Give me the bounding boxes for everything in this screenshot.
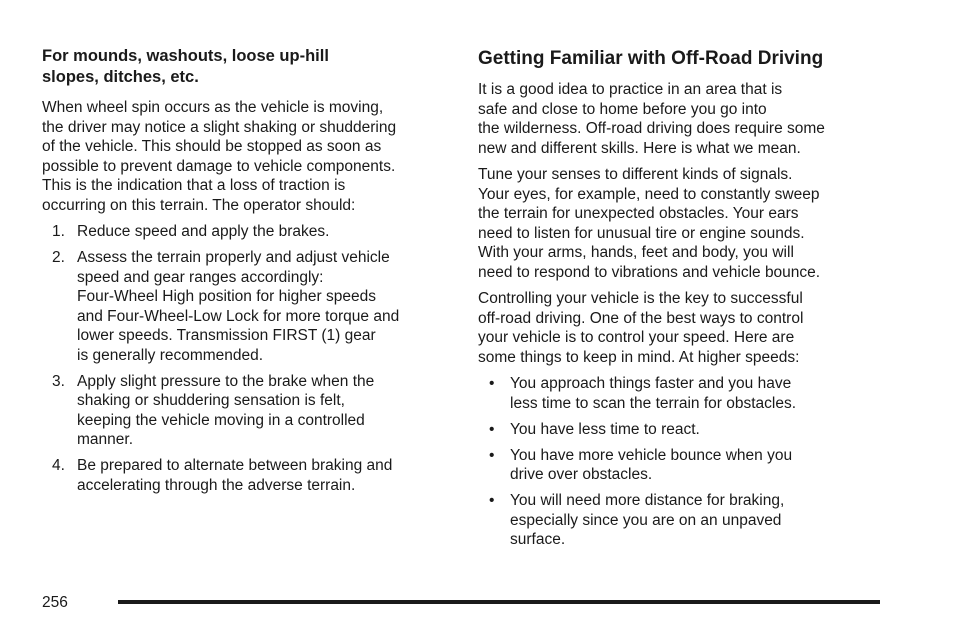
steps-list (42, 222, 447, 495)
step-item (42, 248, 447, 365)
text-line: Tune your senses to different kinds of signals. (478, 166, 793, 183)
text-line: especially since you are on an unpaved (510, 511, 782, 529)
step-item (42, 372, 447, 450)
text-line: safe and close to home before you go into (478, 100, 767, 118)
subheading-line: slopes, ditches, etc. (42, 68, 199, 86)
subheading-line: For mounds, washouts, loose up-hill (42, 47, 329, 65)
bullet-icon: • (489, 375, 495, 392)
right-column (478, 46, 888, 556)
bullet-list (478, 374, 888, 550)
text-line: occurring on this terrain. The operator should: (42, 196, 356, 214)
text-line: Reduce speed and apply the brakes. (77, 223, 330, 240)
bullet-icon: • (489, 420, 495, 438)
text-line: lower speeds. Transmission FIRST (1) gear (77, 327, 376, 344)
text-line: You approach things faster and you have (510, 375, 792, 392)
text-line: need to listen for unusual tire or engine sounds. (478, 224, 805, 242)
text-line: This is the indication that a loss of traction is (42, 177, 346, 194)
text-line: shaking or shuddering sensation is felt, (77, 392, 345, 409)
paragraph (478, 289, 888, 367)
text-line: speed and gear ranges accordingly: (77, 268, 324, 286)
text-line: keeping the vehicle moving in a controlled (77, 411, 365, 429)
step-number: 2. (52, 249, 65, 266)
text-line: When wheel spin occurs as the vehicle is moving, (42, 99, 384, 116)
text-line: It is a good idea to practice in an area that is (478, 81, 783, 98)
paragraph (478, 80, 888, 158)
text-line: new and different skills. Here is what we mean. (478, 139, 801, 157)
step-item (42, 456, 447, 495)
text-line: drive over obstacles. (510, 466, 653, 483)
text-line: is generally recommended. (77, 346, 264, 364)
text-line: Be prepared to alternate between braking and (77, 457, 393, 474)
intro-paragraph (42, 98, 447, 215)
bullet-icon: • (489, 492, 495, 509)
text-line: less time to scan the terrain for obstacles. (510, 394, 797, 412)
bullet-item (478, 446, 888, 485)
step-item (42, 222, 447, 242)
bullet-item (478, 420, 888, 440)
text-line: and Four-Wheel-Low Lock for more torque and (77, 307, 400, 325)
text-line: the driver may notice a slight shaking or shuddering (42, 118, 397, 136)
text-line: You have less time to react. (510, 420, 700, 438)
text-line: off-road driving. One of the best ways to control (478, 309, 804, 327)
bullet-item (478, 491, 888, 550)
text-line: surface. (510, 531, 566, 548)
step-number: 1. (52, 223, 65, 240)
footer-rule (118, 600, 880, 604)
text-line: some things to keep in mind. At higher speeds: (478, 348, 800, 366)
left-column (42, 46, 447, 502)
section-subheading (42, 46, 447, 88)
text-line: manner. (77, 431, 134, 448)
text-line: accelerating through the adverse terrain. (77, 476, 356, 494)
bullet-item (478, 374, 888, 413)
text-line: Four-Wheel High position for higher speeds (77, 288, 376, 305)
text-line: Apply slight pressure to the brake when the (77, 372, 375, 390)
text-line: the terrain for unexpected obstacles. Your ears (478, 205, 799, 222)
bullet-icon: • (489, 446, 495, 464)
paragraph (478, 165, 888, 282)
text-line: Your eyes, for example, need to constantly sweep (478, 185, 820, 203)
text-line: your vehicle is to control your speed. Here are (478, 329, 795, 346)
step-number: 4. (52, 457, 65, 474)
step-number: 3. (52, 372, 65, 390)
text-line: Assess the terrain properly and adjust vehicle (77, 249, 390, 266)
text-line: possible to prevent damage to vehicle components. (42, 157, 396, 175)
text-line: the wilderness. Off-road driving does require some (478, 120, 825, 137)
text-line: You have more vehicle bounce when you (510, 446, 793, 464)
text-line: You will need more distance for braking, (510, 492, 785, 509)
page-number: 256 (42, 594, 68, 611)
section-heading: Getting Familiar with Off-Road Driving (478, 48, 824, 69)
text-line: need to respond to vibrations and vehicle bounce. (478, 263, 821, 281)
text-line: With your arms, hands, feet and body, you will (478, 244, 794, 261)
text-line: Controlling your vehicle is the key to successful (478, 290, 803, 307)
text-line: of the vehicle. This should be stopped as soon as (42, 138, 382, 155)
